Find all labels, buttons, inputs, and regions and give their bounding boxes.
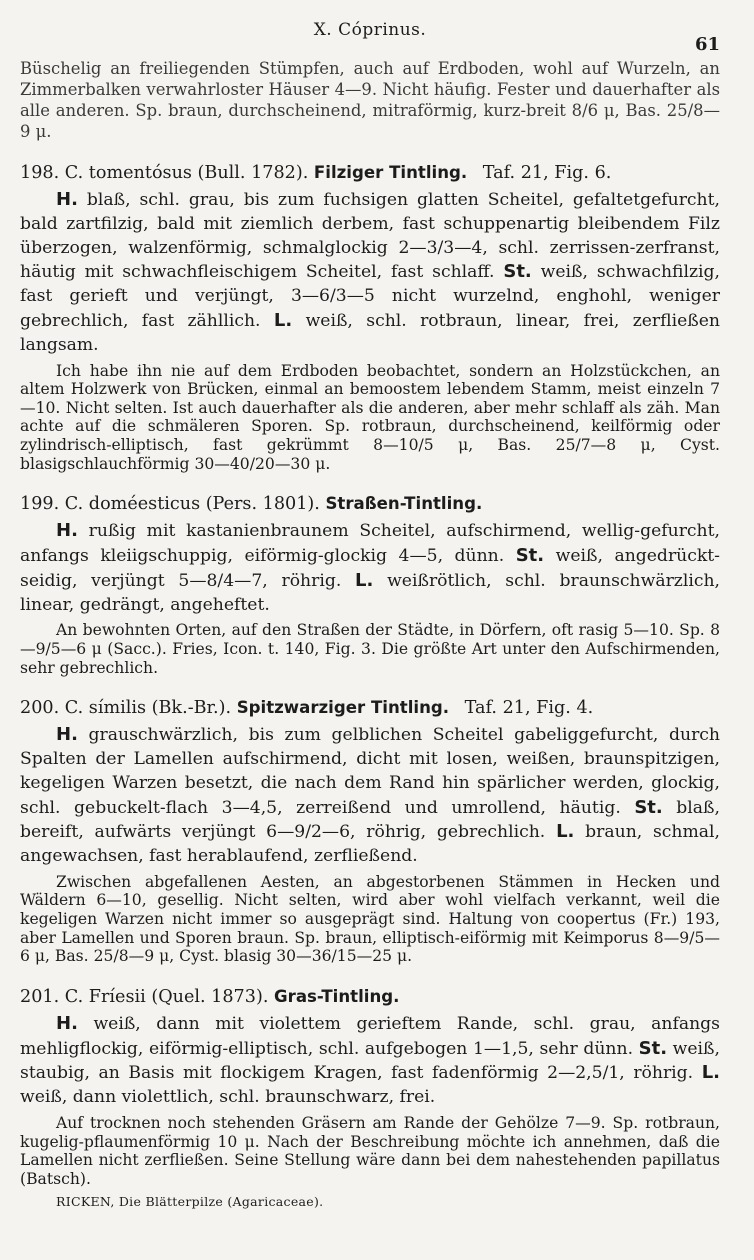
footer-signature: RICKEN, Die Blätterpilze (Agaricaceae).: [56, 1194, 324, 1210]
german-name: Gras-Tintling.: [274, 986, 400, 1006]
book-page: [20, 20, 720, 1250]
desc-lamellen: braun, schmal, angewachsen, fast herablaufend, zerfließend.: [20, 822, 721, 867]
species-name: C. Fríesii (Quel. 1873).: [64, 986, 269, 1007]
label-stiel: St.: [503, 261, 532, 283]
plate-reference: Taf. 21, Fig. 4.: [464, 698, 594, 719]
running-title: X. Cóprinus.: [313, 20, 427, 40]
page-header: [20, 20, 720, 54]
note-paragraph: An bewohnten Orten, auf den Straßen der Städte, in Dörfern, oft rasig 5—10. Sp. 8—9/5—6 μ (Sacc.). Fries, Icon. t. 140, Fig. 3. Die größte Art unter den Aufschirmenden, sehr gebrechlich.: [20, 621, 720, 677]
description: [20, 1012, 720, 1110]
label-stiel: St.: [634, 796, 663, 818]
note-paragraph: Auf trocknen noch stehenden Gräsern am Rande der Gehölze 7—9. Sp. rotbraun, kugelig-pflaumenförmig 10 μ. Nach der Beschreibung möchte ich annehmen, daß die Lamellen nicht zerfließen. Seine Stellung wäre dann bei dem nahestehenden papillatus (Batsch).: [20, 1114, 720, 1188]
german-name: Filziger Tintling.: [313, 163, 468, 182]
entry-heading: [20, 695, 720, 721]
entry-number: 199.: [20, 494, 60, 515]
species-entry-199: [20, 491, 720, 677]
label-hut: H.: [56, 520, 78, 542]
label-hut: H.: [56, 189, 78, 210]
species-entry-198: [20, 160, 720, 473]
description: [20, 519, 720, 617]
species-entry-201: [20, 984, 720, 1189]
plate-reference: Taf. 21, Fig. 6.: [482, 163, 612, 183]
species-name: C. símilis (Bk.-Br.).: [64, 698, 232, 719]
label-stiel: St.: [638, 1037, 668, 1059]
desc-stiel: weiß, schwachfilzig, fast gerieft und verjüngt, 3—6/3—5 nicht wurzelnd, enghohl, weniger gebrechlich, fast zähllich.: [20, 262, 720, 331]
desc-stiel: weiß, angedrückt-seidig, verjüngt 5—8/4—7, röhrig.: [20, 545, 720, 591]
desc-stiel: blaß, bereift, aufwärts verjüngt 6—9/2—6, röhrig, gebrechlich.: [20, 797, 720, 843]
german-name: Straßen-Tintling.: [325, 494, 483, 514]
species-name: C. doméesticus (Pers. 1801).: [64, 494, 320, 515]
label-lamellen: L.: [273, 309, 293, 331]
entry-heading: [20, 160, 720, 186]
entry-number: 201.: [20, 986, 60, 1007]
description: [20, 188, 720, 358]
label-lamellen: L.: [701, 1062, 720, 1084]
entry-number: 198.: [20, 163, 60, 183]
label-lamellen: L.: [556, 821, 575, 843]
species-name: C. tomentósus (Bull. 1782).: [64, 163, 309, 183]
desc-hut: rußig mit kastanienbraunem Scheitel, aufschirmend, wellig-gefurcht, anfangs kleiigschuppig, eiförmig-glockig 4—5, dünn.: [20, 521, 720, 566]
label-stiel: St.: [515, 544, 545, 566]
label-hut: H.: [56, 1012, 78, 1034]
continuation-paragraph: Büschelig an freiliegenden Stümpfen, auch auf Erdboden, wohl auf Wurzeln, an Zimmerbalken verwahrloster Häuser 4—9. Nicht häufig. Fester und dauerhafter als alle anderen. Sp. braun, durchscheinend, mitraförmig, kurz-breit 8/6 μ, Bas. 25/8—9 μ.: [20, 59, 720, 141]
page-number: 61: [694, 34, 720, 55]
desc-lamellen: weißrötlich, schl. braunschwärzlich, linear, gedrängt, angeheftet.: [20, 570, 720, 615]
entry-heading: [20, 984, 720, 1010]
page-footer: [20, 1194, 720, 1209]
desc-hut: weiß, dann mit violettem gerieftem Rande, schl. grau, anfangs mehligflockig, eiförmig-elliptisch, schl. aufgebogen 1—1,5, sehr dünn.: [20, 1013, 720, 1059]
desc-hut: blaß, schl. grau, bis zum fuchsigen glatten Scheitel, gefaltetgefurcht, bald zartfilzig, bald mit ziemlich derbem, fast schuppenartig bleibendem Filz überzogen, walzenförmig, schmalglockig 2—3/3—4, schl. zerrissen-zerfranst, häutig mit schwachfleischigem Scheitel, fast schlaff.: [20, 190, 720, 283]
note-paragraph: Zwischen abgefallenen Aesten, an abgestorbenen Stämmen in Hecken und Wäldern 6—10, gesellig. Nicht selten, wird aber wohl vielfach verkannt, weil die kegeligen Warzen nicht immer so ausgeprägt sind. Haltung von coopertus (Fr.) 193, aber Lamellen und Sporen braun. Sp. braun, elliptisch-eiförmig mit Keimporus 8—9/5—6 μ, Bas. 25/8—9 μ, Cyst. blasig 30—36/15—25 μ.: [20, 872, 720, 966]
label-hut: H.: [56, 724, 78, 746]
desc-stiel: weiß, staubig, an Basis mit flockigem Kragen, fast fadenförmig 2—2,5/1, röhrig.: [20, 1038, 720, 1084]
entry-number: 200.: [20, 698, 60, 719]
desc-lamellen: weiß, dann violettlich, schl. braunschwarz, frei.: [20, 1087, 436, 1108]
desc-hut: grauschwärzlich, bis zum gelblichen Scheitel gabeliggefurcht, durch Spalten der Lamellen aufschirmend, dicht mit losen, weißen, braunspitzigen, kegeligen Warzen besetzt, die nach dem Rand hin spärlicher werden, glockig, schl. gebuckelt-flach 3—4,5, zerreißend und umrollend, häutig.: [20, 725, 720, 818]
description: [20, 723, 720, 869]
label-lamellen: L.: [355, 569, 374, 591]
desc-lamellen: weiß, schl. rotbraun, linear, frei, zerfließen langsam.: [20, 310, 721, 355]
species-entry-200: [20, 695, 720, 966]
entry-heading: [20, 491, 720, 517]
note-paragraph: Ich habe ihn nie auf dem Erdboden beobachtet, sondern an Holzstückchen, an altem Holzwerk von Brücken, einmal an bemoostem lebendem Stamm, meist einzeln 7—10. Nicht selten. Ist auch dauerhafter als die anderen, aber mehr schlaff als zäh. Man achte auf die schmäleren Sporen. Sp. rotbraun, durchscheinend, keilförmig oder zylindrisch-elliptisch, fast gekrümmt 8—10/5 μ, Bas. 25/7—8 μ, Cyst. blasigschlauchförmig 30—40/20—30 μ.: [20, 361, 720, 473]
german-name: Spitzwarziger Tintling.: [236, 698, 450, 718]
